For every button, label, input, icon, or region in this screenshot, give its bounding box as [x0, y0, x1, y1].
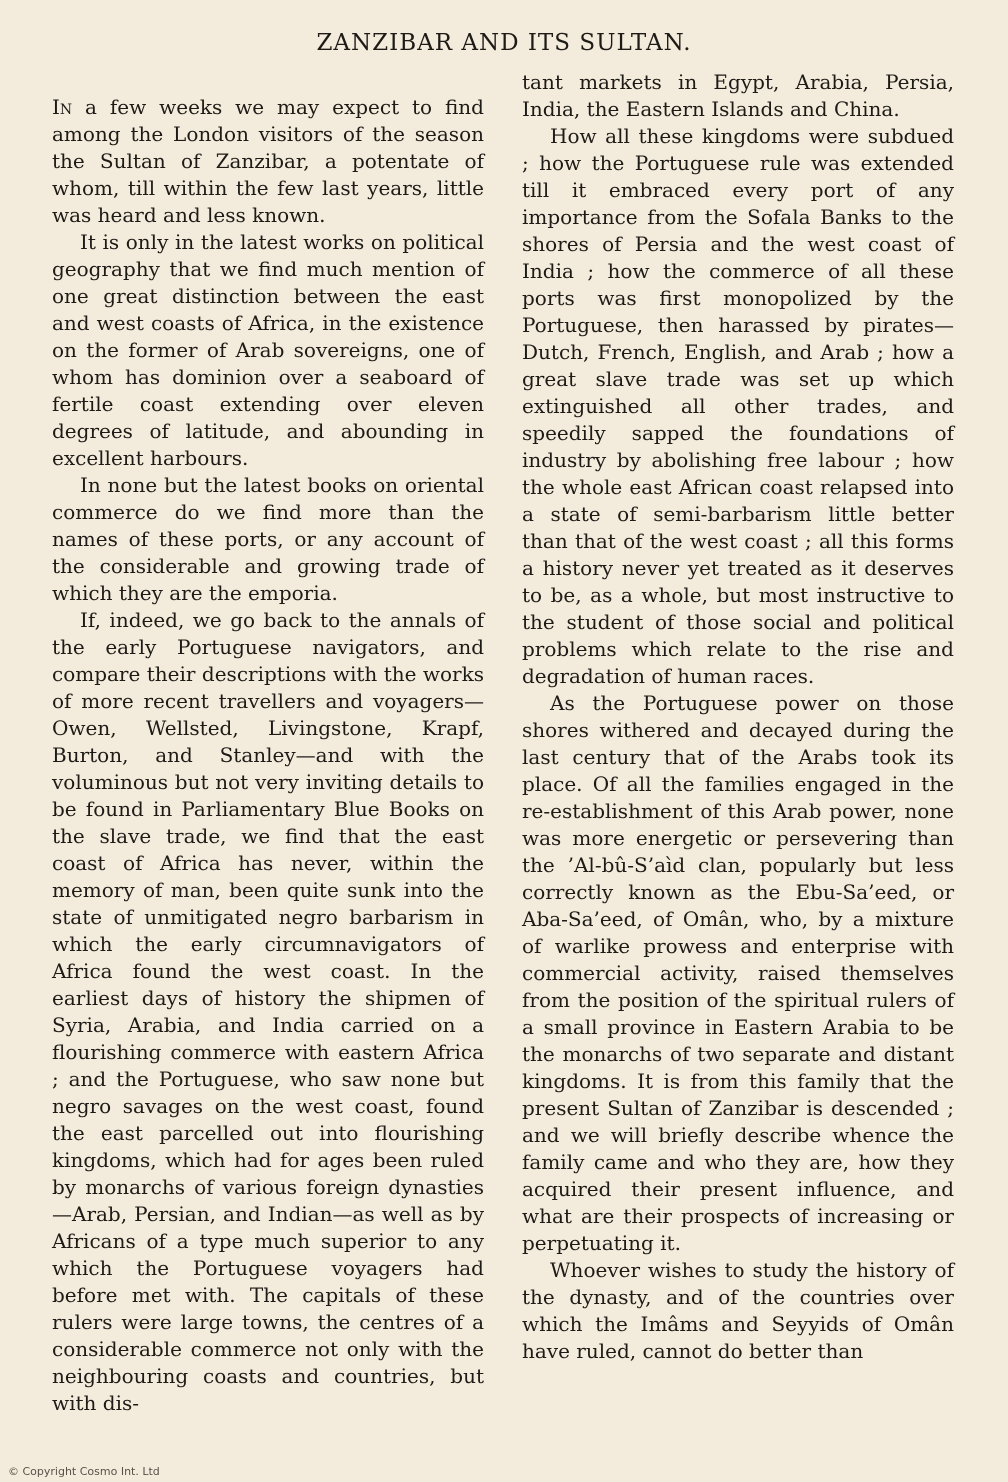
paragraph-1-text: a few weeks we may expect to find among the London visitors of the season the Sultan of Zanzibar, a potentate of whom, till within the few last years, little was heard and less known. — [52, 95, 484, 227]
page-title: ZANZIBAR AND ITS SULTAN. — [316, 30, 692, 56]
left-column — [52, 94, 484, 1417]
paragraph-6: As the Portuguese power on those shores withered and decayed during the last century that of the Arabs took its place. Of all the families engaged in the re-establishment of this Arab power, none was more energetic or persevering than the ’Al-bû-S’aìd clan, popularly but less correctly known as the Ebu-Sa’eed, or Aba-Sa’eed, of Omân, who, by a mixture of warlike prowess and enterprise with commercial activity, raised themselves from the position of the spiritual rulers of a small province in Eastern Arabia to be the monarchs of two separate and distant kingdoms. It is from this family that the present Sultan of Zanzibar is descended ; and we will briefly describe whence the family came and who they are, how they acquired their present influence, and what are their prospects of increasing or perpetuating it. — [522, 691, 954, 1255]
paragraph-4: If, indeed, we go back to the annals of the early Portuguese navigators, and compare their descriptions with the works of more recent travellers and voyagers—Owen, Wellsted, Livingstone, Krapf, Burton, and Stanley—and with the voluminous but not very inviting details to be found in Parliamentary Blue Books on the slave trade, we find that the east coast of Africa has never, within the memory of man, been quite sunk into the state of unmitigated negro barbarism in which the early circumnavigators of Africa found the west coast. In the earliest days of history the shipmen of Syria, Arabia, and India carried on a flourishing commerce with eastern Africa ; and the Portuguese, who saw none but negro savages on the west coast, found the east parcelled out into flourishing kingdoms, which had for ages been ruled by monarchs of various foreign dynasties—Arab, Persian, and Indian—as well as by Africans of a type much superior to any which the Portuguese voyagers had before met with. The capitals of these rulers were large towns, the centres of a considerable commerce not only with the neighbouring coasts and countries, but with dis- — [52, 608, 484, 1415]
copyright-watermark: © Copyright Cosmo Int. Ltd — [8, 1465, 160, 1478]
paragraph-3: In none but the latest books on oriental commerce do we find more than the names of these ports, or any account of the considerable and growing trade of which they are the emporia. — [52, 473, 484, 605]
paragraph-5: How all these kingdoms were subdued ; how the Portuguese rule was extended till it embraced every port of any importance from the Sofala Banks to the shores of Persia and the west coast of India ; how the commerce of all these ports was first monopolized by the Portuguese, then harassed by pirates—Dutch, French, English, and Arab ; how a great slave trade was set up which extinguished all other trades, and speedily sapped the foundations of industry by abolishing free labour ; how the whole east African coast relapsed into a state of semi-barbarism little better than that of the west coast ; all this forms a history never yet treated as it deserves to be, as a whole, but most instructive to the student of those social and political problems which relate to the rise and degradation of human races. — [522, 124, 954, 688]
paragraph-7: Whoever wishes to study the history of the dynasty, and of the countries over which the Imâms and Seyyids of Omân have ruled, cannot do better than — [522, 1258, 954, 1363]
right-column — [522, 69, 954, 1365]
paragraph-2: It is only in the latest works on political geography that we find much mention of one great distinction between the east and west coasts of Africa, in the existence on the former of Arab sovereigns, one of whom has dominion over a seaboard of fertile coast extending over eleven degrees of latitude, and abounding in excellent harbours. — [52, 230, 484, 470]
paragraph-1 — [52, 94, 484, 229]
paragraph-continuation: tant markets in Egypt, Arabia, Persia, India, the Eastern Islands and China. — [522, 70, 954, 121]
dropcap-word: In — [52, 95, 73, 119]
